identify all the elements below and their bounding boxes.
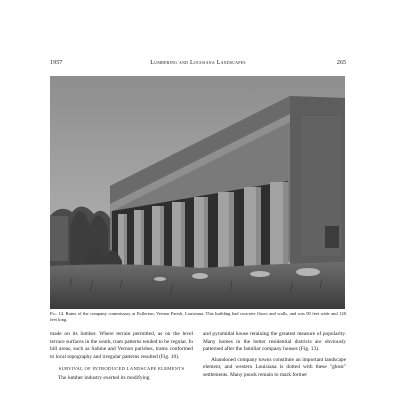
left-column <box>50 331 193 383</box>
section-heading: SURVIVAL OF INTRODUCED LANDSCAPE ELEMENTS <box>58 366 185 372</box>
left-paragraph-2: The lumber industry exerted its modifying <box>58 374 150 381</box>
left-paragraph-1: made on its lumber. Where terrain permitted, as on the level terrace surfaces in the south, tram patterns tended to be regular. In hill areas, such as Sabine and Vernon parishes, trams conformed to local topography and irregular patterns resulted (Fig. 10). <box>50 331 193 360</box>
right-paragraph-1: and pyramidal house retaining the greatest measure of popularity. Many homes in the better residential districts are obviously patterned after the familiar company houses (Fig. 13). <box>203 331 346 353</box>
commissary-ruins-photo <box>50 76 345 309</box>
right-column <box>203 331 346 380</box>
figure-label: Fig. 14. <box>50 311 65 316</box>
figure-photograph <box>50 76 345 309</box>
page-number: 265 <box>336 59 346 66</box>
figure-caption-text: Ruins of the company commissary at Fullerton, Vernon Parish, Louisiana. This building had concrete floors and walls, and was 90 feet wide and 120 feet long. <box>50 311 346 323</box>
running-title: Lumbering and Louisiana Landscapes <box>150 59 246 66</box>
running-header <box>50 58 346 68</box>
right-paragraph-2: Abandoned company towns constitute an important landscape element, and western Louisiana is dotted with these "ghost" settlements. Many ponds remain to mark former <box>203 356 346 378</box>
figure-caption <box>50 311 346 323</box>
header-year: 1957 <box>50 59 63 66</box>
